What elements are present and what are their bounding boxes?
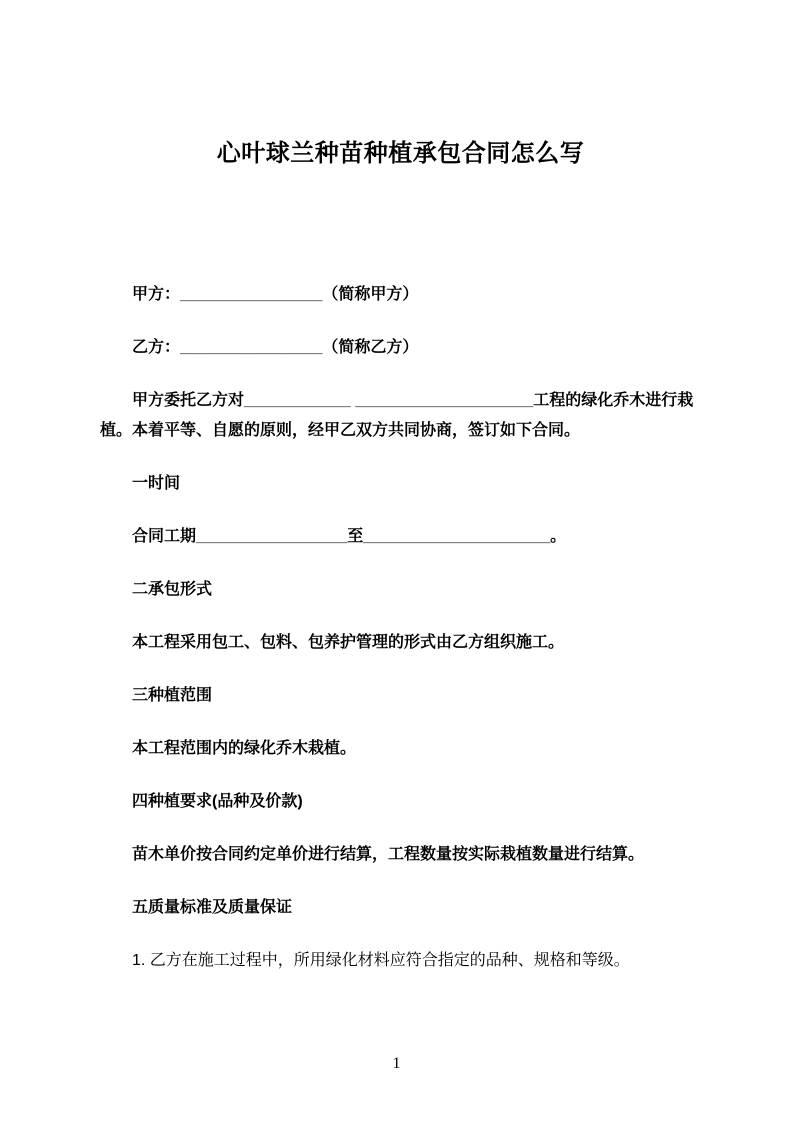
section-planting-scope-heading: 三种植范围 [132,687,213,704]
contract-form-text: 本工程采用包工、包料、包养护管理的形式由乙方组织施工。 [132,634,565,651]
party-b-line: 乙方：________________（简称乙方） [132,339,419,356]
document-title: 心叶球兰种苗种植承包合同怎么写 [216,140,585,167]
planting-scope-text: 本工程范围内的绿化乔木栽植。 [132,740,357,757]
intro-paragraph: 甲方委托乙方对____________ ____________________工程的绿化乔木进行栽植。本着平等、自愿的原则，经甲乙双方共同协商，签订如下合同。 [100,392,694,439]
party-a-line: 甲方：________________（简称甲方） [132,286,419,303]
section-planting-requirement-heading: 四种植要求(品种及价款) [132,793,303,810]
page-number: 1 [392,1055,401,1072]
section-time-heading: 一时间 [132,475,181,492]
contract-period-line: 合同工期_________________至_____________________。 [132,528,567,545]
planting-requirement-text: 苗木单价按合同约定单价进行结算，工程数量按实际栽植数量进行结算。 [132,846,645,863]
section-contract-form-heading: 二承包形式 [132,581,213,598]
quality-item-1: 1. 乙方在施工过程中，所用绿化材料应符合指定的品种、规格和等级。 [132,952,630,969]
section-quality-heading: 五质量标准及质量保证 [132,899,293,916]
